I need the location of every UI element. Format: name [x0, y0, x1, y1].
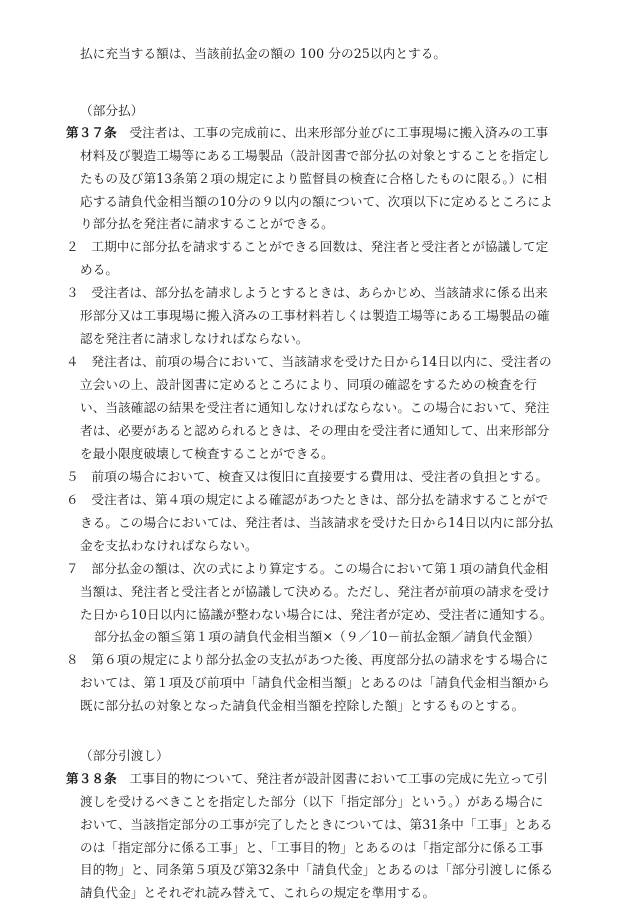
text-line: ５ 前項の場合において、検査又は復旧に直接要する費用は、受注者の負担とする。 [66, 469, 549, 484]
text-line: おいて、当該指定部分の工事が完了したときについては、第31条中「工事」とある [80, 817, 553, 832]
text-line: おいては、第１項及び前項中「請負代金相当額」とあるのは「請負代金相当額から [80, 675, 550, 690]
article-label: 第３７条 [66, 125, 117, 140]
text-line: ４ 発注者は、前項の場合において、当該請求を受けた日から14日以内に、受注者の [66, 354, 552, 369]
text-line: ６ 受注者は、第４項の規定による確認があつたときは、部分払を請求することがで [66, 492, 549, 507]
text-line: り部分払を発注者に請求することができる。 [80, 216, 334, 231]
article-line [66, 771, 548, 787]
section-heading: （部分引渡し） [80, 748, 169, 763]
text-line: 者は、必要があると認められるときは、その理由を受注者に通知して、出来形部分 [80, 423, 550, 438]
text-line: 請負代金」とそれぞれ読み替えて、これらの規定を準用する。 [80, 885, 436, 900]
text-line: 払に充当する額は、当該前払金の額の 100 分の25以内とする。 [80, 46, 447, 61]
text-line: のは「指定部分に係る工事」と、「工事目的物」とあるのは「指定部分に係る工事 [80, 840, 544, 855]
text-line: きる。この場合においては、発注者は、当該請求を受けた日から14日以内に部分払 [80, 515, 554, 530]
article-label: 第３８条 [66, 771, 117, 786]
text-line: 目的物」と、同条第５項及び第32条中「請負代金」とあるのは「部分引渡しに係る [80, 862, 554, 877]
article-text: 工事目的物について、発注者が設計図書において工事の完成に先立って引 [116, 771, 548, 786]
text-line: 当額は、発注者と受注者とが協議して決める。ただし、発注者が前項の請求を受け [80, 584, 550, 599]
text-line: ８ 第６項の規定により部分払金の支払があつた後、再度部分払の請求をする場合に [66, 652, 549, 667]
section-heading: （部分払） [80, 103, 144, 118]
text-line: める。 [80, 262, 119, 277]
article-line [66, 125, 548, 141]
text-line: 既に部分払の対象となった請負代金相当額を控除した額」とするものとする。 [80, 698, 525, 713]
article-text: 受注者は、工事の完成前に、出来形部分並びに工事現場に搬入済みの工事 [116, 125, 549, 140]
text-line: たもの及び第13条第２項の規定により監督員の検査に合格したものに限る。）に相 [80, 171, 547, 186]
text-line: い、当該確認の結果を受注者に通知しなければならない。この場合において、発注 [80, 400, 550, 415]
text-line: 形部分又は工事現場に搬入済みの工事材料若しくは製造工場等にある工場製品の確 [80, 308, 550, 323]
text-line: ２ 工期中に部分払を請求することができる回数は、発注者と受注者とが協議して定 [66, 239, 549, 254]
text-line: 認を発注者に請求しなければならない。 [80, 331, 309, 346]
text-line: ７ 部分払金の額は、次の式により算定する。この場合において第１項の請負代金相 [66, 561, 549, 576]
text-line: 金を支払わなければならない。 [80, 538, 258, 553]
text-line: た日から10日以内に協議が整わない場合には、発注者が定め、受注者に通知する。 [80, 607, 553, 622]
formula-line: 部分払金の額≦第１項の請負代金相当額×（９／10－前払金額／請負代金額） [94, 629, 540, 644]
text-line: ３ 受注者は、部分払を請求しようとするときは、あらかじめ、当該請求に係る出来 [66, 285, 548, 300]
text-line: 渡しを受けるべきことを指定した部分（以下「指定部分」という。）がある場合に [80, 794, 544, 809]
text-line: を最小限度破壊して検査することができる。 [80, 446, 334, 461]
text-line: 応する請負代金相当額の10分の９以内の額について、次項以下に定めるところによ [80, 194, 553, 209]
text-line: 立会いの上、設計図書に定めるところにより、同項の確認をするための検査を行 [80, 377, 537, 392]
text-line: 材料及び製造工場等にある工場製品（設計図書で部分払の対象とすることを指定し [80, 148, 550, 163]
